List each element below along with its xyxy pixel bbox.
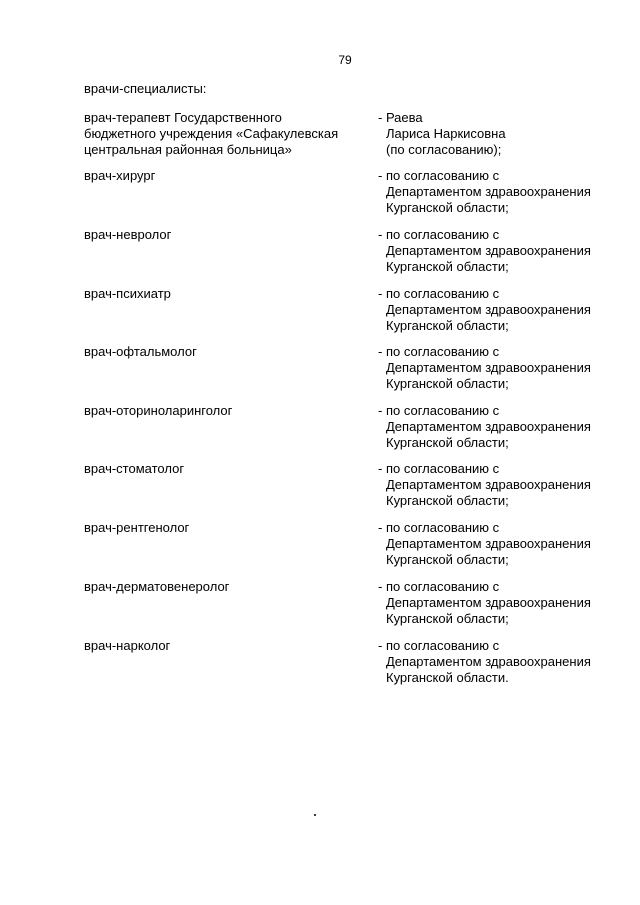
assignment-line: - по согласованию с (378, 520, 500, 535)
role-line: врач-хирург (84, 168, 156, 183)
assignment-cell (378, 638, 618, 686)
assignment-line: - по согласованию с (378, 579, 500, 594)
assignment-cell (378, 403, 618, 451)
role-line: врач-терапевт Государственного (84, 110, 282, 125)
role-line: врач-невролог (84, 227, 172, 242)
role-line: врач-офтальмолог (84, 344, 197, 359)
assignment-line: Департаментом здравоохранения (386, 360, 591, 375)
assignment-line: Курганской области; (386, 611, 509, 626)
assignment-line: - по согласованию с (378, 227, 500, 242)
assignment-line: - Раева (378, 110, 423, 125)
role-cell (84, 227, 369, 243)
assignment-line: Департаментом здравоохранения (386, 243, 591, 258)
assignment-line: Курганской области. (386, 670, 509, 685)
section-heading: врачи-специалисты: (84, 81, 207, 96)
assignment-cell (378, 579, 618, 627)
assignment-line: - по согласованию с (378, 638, 500, 653)
role-line: центральная районная больница» (84, 142, 292, 157)
assignment-line: - по согласованию с (378, 403, 500, 418)
role-cell (84, 344, 369, 360)
assignment-line: Департаментом здравоохранения (386, 536, 591, 551)
role-cell (84, 403, 369, 419)
assignment-line: Лариса Наркисовна (386, 126, 506, 141)
role-cell (84, 168, 369, 184)
assignment-cell (378, 520, 618, 568)
role-cell (84, 520, 369, 536)
role-cell (84, 461, 369, 477)
role-cell (84, 579, 369, 595)
assignment-line: Курганской области; (386, 493, 509, 508)
assignment-line: Курганской области; (386, 318, 509, 333)
assignment-cell (378, 110, 618, 158)
assignment-line: - по согласованию с (378, 461, 500, 476)
assignment-line: Департаментом здравоохранения (386, 595, 591, 610)
assignment-line: Департаментом здравоохранения (386, 654, 591, 669)
assignment-line: Курганской области; (386, 259, 509, 274)
assignment-cell (378, 168, 618, 216)
assignment-line: - по согласованию с (378, 168, 500, 183)
assignment-line: Департаментом здравоохранения (386, 477, 591, 492)
assignment-cell (378, 344, 618, 392)
role-line: врач-психиатр (84, 286, 171, 301)
stray-dot-mark (314, 814, 316, 816)
assignment-line: Департаментом здравоохранения (386, 302, 591, 317)
assignment-line: Курганской области; (386, 435, 509, 450)
assignment-line: (по согласованию); (386, 142, 502, 157)
role-cell (84, 286, 369, 302)
assignment-cell (378, 286, 618, 334)
role-line: врач-нарколог (84, 638, 171, 653)
assignment-cell (378, 227, 618, 275)
assignment-line: Департаментом здравоохранения (386, 184, 591, 199)
assignment-line: - по согласованию с (378, 286, 500, 301)
page-number: 79 (338, 53, 352, 67)
assignment-line: Курганской области; (386, 376, 509, 391)
assignment-line: Курганской области; (386, 552, 509, 567)
assignment-line: Курганской области; (386, 200, 509, 215)
role-line: врач-дерматовенеролог (84, 579, 230, 594)
role-cell (84, 638, 369, 654)
role-line: врач-рентгенолог (84, 520, 190, 535)
role-line: бюджетного учреждения «Сафакулевская (84, 126, 339, 141)
role-line: врач-оториноларинголог (84, 403, 233, 418)
assignment-cell (378, 461, 618, 509)
role-line: врач-стоматолог (84, 461, 185, 476)
role-cell (84, 110, 369, 158)
assignment-line: - по согласованию с (378, 344, 500, 359)
assignment-line: Департаментом здравоохранения (386, 419, 591, 434)
